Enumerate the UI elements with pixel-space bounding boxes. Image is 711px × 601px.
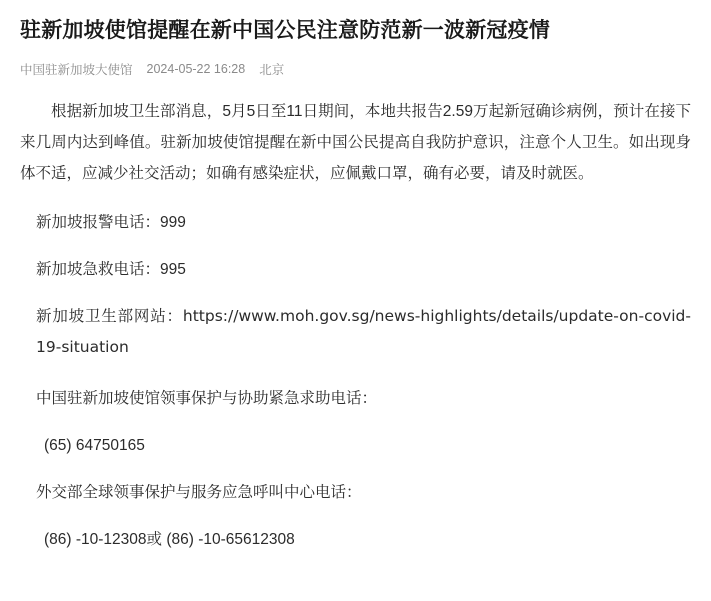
moh-website-label: 新加坡卫生部网站： bbox=[36, 308, 183, 325]
article-source: 中国驻新加坡大使馆 bbox=[20, 63, 133, 77]
paragraph-lead: 根据新加坡卫生部消息，5月5日至11日期间，本地共报告2.59万起新冠确诊病例，预计在接下来几周内达到峰值。驻新加坡使馆提醒在新中国公民提高自我防护意识，注意个人卫生。如出现身体不适，应减少社交活动；如确有感染症状，应佩戴口罩，确有必要，请及时就医。 bbox=[20, 103, 691, 182]
page-title: 驻新加坡使馆提醒在新中国公民注意防范新一波新冠疫情 bbox=[20, 19, 550, 42]
paragraph-ambulance-phone: 新加坡急救电话：995 bbox=[36, 261, 186, 278]
article-location: 北京 bbox=[259, 63, 285, 77]
paragraph-embassy-consular-phone: (65) 64750165 bbox=[44, 437, 145, 454]
paragraph-moh-website bbox=[20, 301, 691, 363]
article-body bbox=[20, 96, 691, 555]
article-meta bbox=[20, 60, 691, 78]
paragraph-embassy-consular-label: 中国驻新加坡使馆领事保护与协助紧急求助电话： bbox=[36, 390, 378, 407]
moh-website-url[interactable]: https://www.moh.gov.sg/news-highlights/details/update-on-covid-19-situation bbox=[36, 307, 691, 356]
article-datetime: 2024-05-22 16:28 bbox=[146, 62, 246, 76]
paragraph-mfa-hotline-label: 外交部全球领事保护与服务应急呼叫中心电话： bbox=[36, 484, 362, 501]
paragraph-police-phone: 新加坡报警电话：999 bbox=[36, 214, 186, 231]
paragraph-mfa-hotline-phone: (86) -10-12308或 (86) -10-65612308 bbox=[44, 531, 295, 548]
